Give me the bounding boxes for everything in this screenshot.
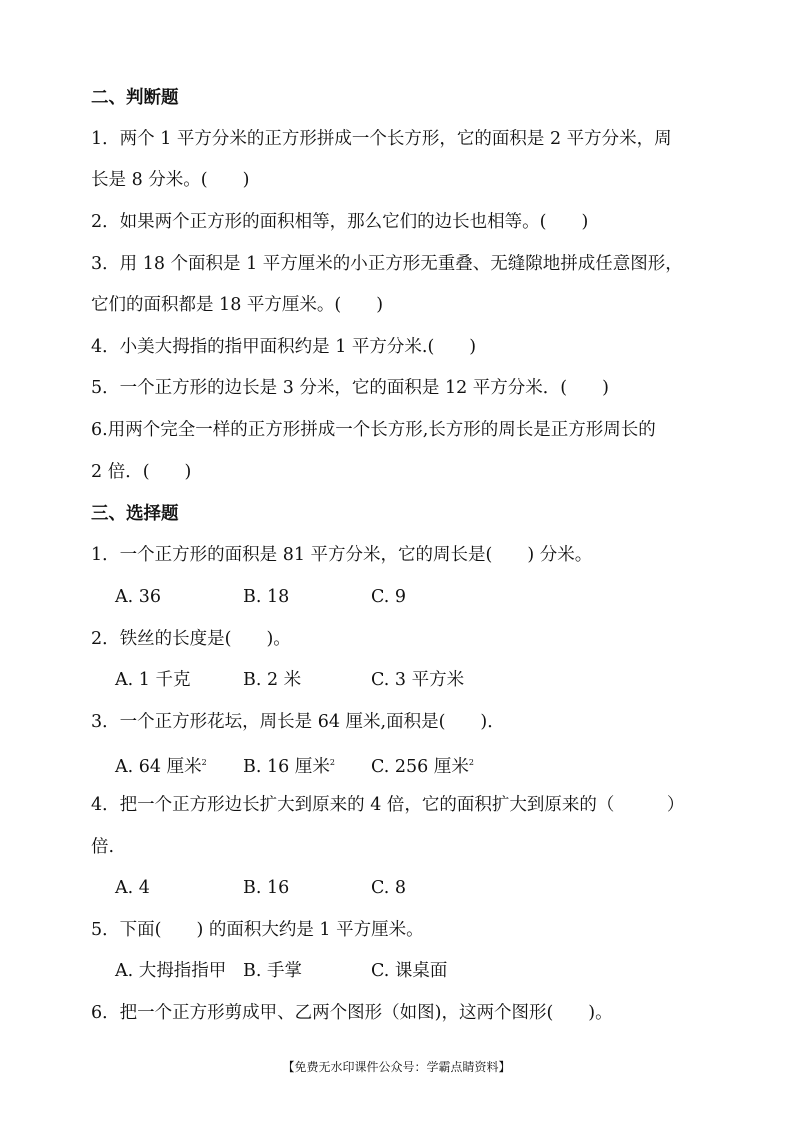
choice-q4-line2: 倍. bbox=[91, 837, 115, 857]
option-b: B. 16 厘米$^2$ bbox=[243, 756, 335, 777]
option-b: B. 16 bbox=[243, 878, 290, 898]
choice-q3: 3．一个正方形花坛，周长是 64 厘米,面积是( )． bbox=[91, 712, 505, 732]
option-b: B. 18 bbox=[243, 587, 290, 607]
option-c: C. 256 厘米$^2$ bbox=[371, 756, 474, 777]
superscript-2: 2 bbox=[201, 758, 207, 767]
judgement-heading: 二、判断题 bbox=[91, 88, 179, 108]
option-c: C. 8 bbox=[371, 878, 407, 898]
option-a: A. 36 bbox=[115, 587, 162, 607]
superscript-2: 2 bbox=[329, 758, 335, 767]
judgement-q6-line2: 2 倍．( ) bbox=[91, 462, 192, 482]
judgement-q1-line1: 1．两个 1 平方分米的正方形拼成一个长方形，它的面积是 2 平方分米，周 bbox=[91, 129, 672, 149]
choice-q1: 1．一个正方形的面积是 81 平方分米，它的周长是( ) 分米。 bbox=[91, 545, 593, 565]
choice-q4-line1: 4．把一个正方形边长扩大到原来的 4 倍，它的面积扩大到原来的（ ） bbox=[91, 795, 685, 815]
judgement-q5: 5．一个正方形的边长是 3 分米，它的面积是 12 平方分米．( ) bbox=[91, 378, 609, 398]
option-a: A. 大拇指指甲 bbox=[115, 961, 227, 981]
option-a: A. 1 千克 bbox=[115, 670, 191, 690]
choice-q2: 2．铁丝的长度是( )。 bbox=[91, 629, 291, 649]
superscript-2: 2 bbox=[468, 758, 474, 767]
choice-q6: 6．把一个正方形剪成甲、乙两个图形（如图)，这两个图形( )。 bbox=[91, 1003, 613, 1023]
judgement-q4: 4．小美大拇指的指甲面积约是 1 平方分米.( ) bbox=[91, 337, 477, 357]
option-b: B. 手掌 bbox=[243, 961, 302, 981]
choice-q5: 5．下面( ) 的面积大约是 1 平方厘米。 bbox=[91, 920, 424, 940]
choice-heading: 三、选择题 bbox=[91, 504, 179, 524]
footer-note: 【免费无水印课件公众号：学霸点睛资料】 bbox=[282, 1060, 511, 1074]
judgement-q6-line1: 6.用两个完全一样的正方形拼成一个长方形,长方形的周长是正方形周长的 bbox=[91, 420, 656, 440]
judgement-q1-line2: 长是 8 分米。( ) bbox=[91, 170, 250, 190]
judgement-q3-line1: 3．用 18 个面积是 1 平方厘米的小正方形无重叠、无缝隙地拼成任意图形， bbox=[91, 254, 683, 274]
option-b: B. 2 米 bbox=[243, 670, 302, 690]
option-c: C. 课桌面 bbox=[371, 961, 448, 981]
judgement-q2: 2．如果两个正方形的面积相等，那么它们的边长也相等。( ) bbox=[91, 212, 589, 232]
option-c: C. 3 平方米 bbox=[371, 670, 465, 690]
judgement-q3-line2: 它们的面积都是 18 平方厘米。( ) bbox=[91, 295, 384, 315]
option-c: C. 9 bbox=[371, 587, 407, 607]
option-a: A. 4 bbox=[115, 878, 150, 898]
option-a: A. 64 厘米$^2$ bbox=[115, 756, 207, 777]
